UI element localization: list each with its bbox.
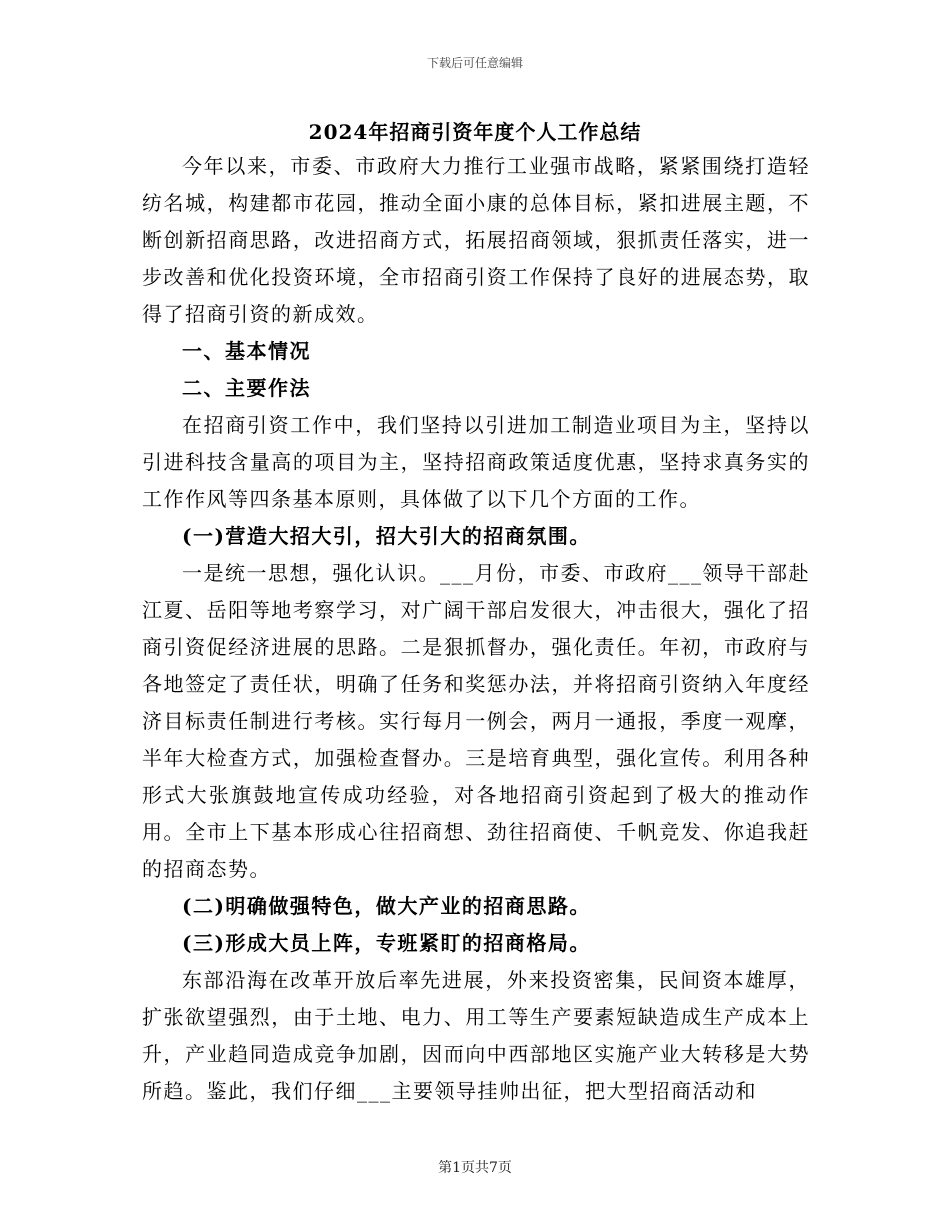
subheading-2: (二)明确做强特色，做大产业的招商思路。 bbox=[182, 894, 591, 918]
paragraph-east-coast: 东部沿海在改革开放后率先进展，外来投资密集，民间资本雄厚，扩张欲望强烈，由于土地、电力、用工等生产要素短缺造成生产成本上升，产业趋同造成竞争加剧，因而向中西部地区实施产业大转移是大势所趋。鉴此，我们仔细___主要领导挂帅出征，把大型招商活动和 bbox=[142, 968, 810, 1103]
subheading-1: (一)营造大招大引，招大引大的招商氛围。 bbox=[182, 524, 591, 548]
page-header-note: 下载后可任意编辑 bbox=[426, 56, 523, 70]
document-title: 2024年招商引资年度个人工作总结 bbox=[308, 120, 642, 144]
document-body bbox=[142, 148, 810, 1110]
paragraph-principles: 在招商引资工作中，我们坚持以引进加工制造业项目为主，坚持以引进科技含量高的项目为主，坚持招商政策适度优惠，坚持求真务实的工作作风等四条基本原则，具体做了以下几个方面的工作。 bbox=[142, 413, 810, 511]
page-number: 第1页共7页 bbox=[438, 1160, 512, 1176]
subheading-3: (三)形成大员上阵，专班紧盯的招商格局。 bbox=[182, 931, 591, 955]
paragraph-details: 一是统一思想，强化认识。___月份，市委、市政府___领导干部赴江夏、岳阳等地考察学习，对广阔干部启发很大，冲击很大，强化了招商引资促经济进展的思路。二是狠抓督办，强化责任。年初，市政府与各地签定了责任状，明确了任务和奖惩办法，并将招商引资纳入年度经济目标责任制进行考核。实行每月一例会，两月一通报，季度一观摩，半年大检查方式，加强检查督办。三是培育典型，强化宣传。利用各种形式大张旗鼓地宣传成功经验，对各地招商引资起到了极大的推动作用。全市上下基本形成心往招商想、劲往招商使、千帆竞发、你追我赶的招商态势。 bbox=[142, 561, 810, 881]
paragraph-intro: 今年以来，市委、市政府大力推行工业强市战略，紧紧围绕打造轻纺名城，构建都市花园，推动全面小康的总体目标，紧扣进展主题，不断创新招商思路，改进招商方式，拓展招商领域，狠抓责任落实，进一步改善和优化投资环境，全市招商引资工作保持了良好的进展态势，取得了招商引资的新成效。 bbox=[142, 154, 810, 326]
section-heading-main-methods: 二、主要作法 bbox=[182, 376, 311, 400]
section-heading-basic-situation: 一、基本情况 bbox=[182, 339, 311, 363]
